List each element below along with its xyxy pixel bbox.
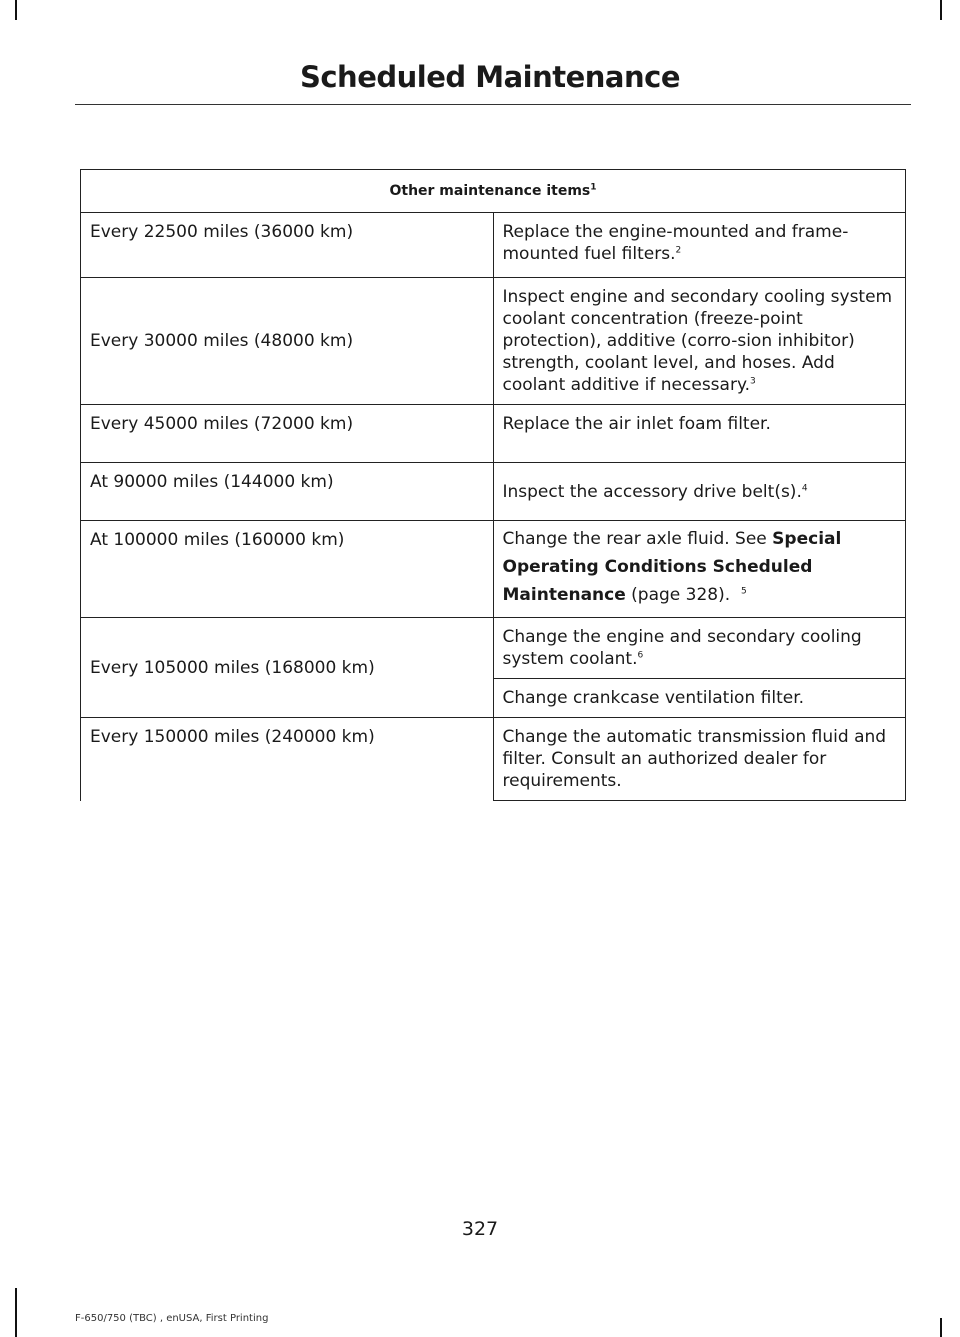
interval-cell	[81, 278, 494, 405]
item-text: Replace the engine-mounted and frame-mounted fuel filters.	[502, 222, 849, 264]
item-cell: Replace the air inlet foam filter.	[493, 405, 906, 463]
page-title: Scheduled Maintenance	[299, 60, 681, 94]
footnote-ref: 6	[637, 650, 644, 661]
footnote-ref: 4	[801, 482, 808, 493]
interval-cell: Every 22500 miles (36000 km)	[81, 213, 494, 278]
interval-cell: At 100000 miles (160000 km)	[81, 521, 494, 618]
item-text: Inspect the accessory drive belt(s).	[502, 481, 802, 502]
item-text: Inspect engine and secondary cooling system coolant concentration (freeze-point protection), additive (corro-sion inhibitor) strength, coolant level, and hoses. Add coolant additive if necessary.	[502, 287, 893, 395]
item-cell	[493, 618, 906, 679]
item-cell: Change crankcase ventilation filter.	[493, 679, 906, 718]
item-cell	[493, 278, 906, 405]
footnote-ref: 5	[740, 586, 747, 597]
title-divider	[75, 104, 911, 105]
table-row	[81, 463, 906, 521]
table-caption-row	[81, 170, 906, 213]
table-caption-text: Other maintenance items	[389, 183, 591, 199]
crop-mark	[940, 0, 942, 20]
interval-text: Every 105000 miles (168000 km)	[90, 657, 375, 678]
item-cell: Change the automatic transmission fluid and filter. Consult an authorized dealer for requirements.	[493, 718, 906, 801]
table-row	[81, 278, 906, 405]
interval-cell: Every 150000 miles (240000 km)	[81, 718, 494, 801]
footnote-ref: 1	[590, 182, 597, 193]
page-number: 327	[461, 1218, 499, 1240]
table-row	[81, 618, 906, 679]
crop-mark	[15, 0, 17, 20]
item-cell	[493, 213, 906, 278]
footnote-ref: 2	[675, 245, 682, 256]
item-cell	[493, 521, 906, 618]
table-row	[81, 213, 906, 278]
crop-mark	[940, 1318, 942, 1337]
table-row	[81, 405, 906, 463]
footnote-ref: 3	[749, 376, 756, 387]
item-cell	[493, 463, 906, 521]
cross-reference-link[interactable]: Special Operating Conditions Scheduled Maintenance	[502, 529, 842, 605]
edition-footer: F-650/750 (TBC) , enUSA, First Printing	[75, 1313, 269, 1324]
maintenance-table	[80, 169, 906, 801]
item-text: (page 328).	[625, 585, 731, 605]
table-row	[81, 521, 906, 618]
interval-cell: Every 45000 miles (72000 km)	[81, 405, 494, 463]
table-caption	[81, 170, 906, 213]
table-row	[81, 718, 906, 801]
interval-cell: At 90000 miles (144000 km)	[81, 463, 494, 521]
crop-mark	[15, 1288, 17, 1337]
item-text: Change the engine and secondary cooling system coolant.	[502, 627, 862, 669]
interval-cell	[81, 618, 494, 718]
item-text: Change the rear axle fluid. See	[502, 529, 773, 549]
interval-text: Every 30000 miles (48000 km)	[90, 331, 354, 351]
